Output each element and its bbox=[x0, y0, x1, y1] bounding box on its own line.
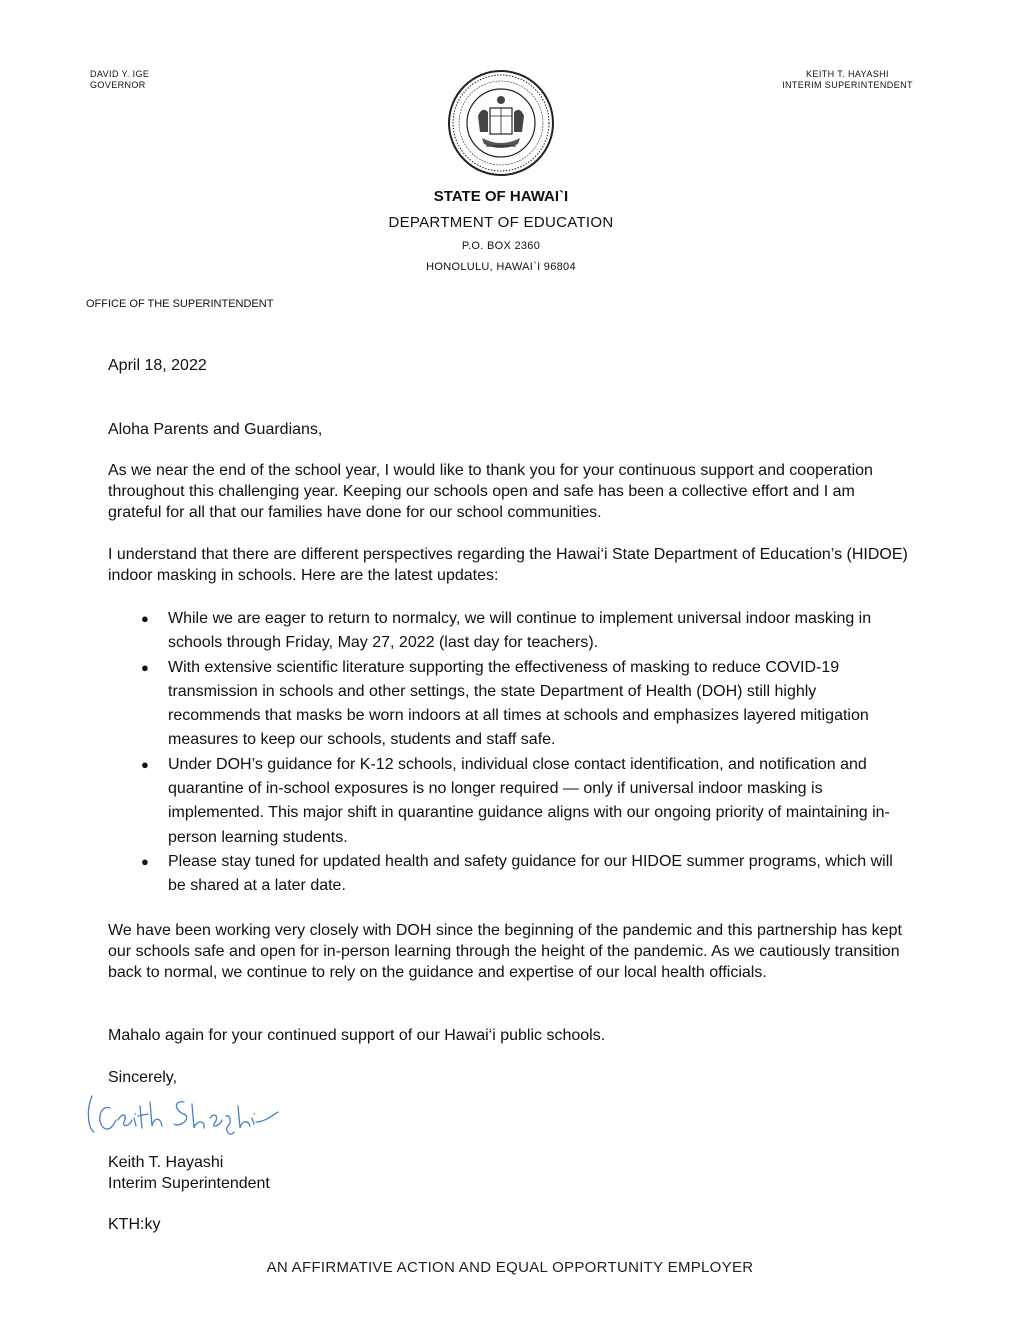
footer-statement: AN AFFIRMATIVE ACTION AND EQUAL OPPORTUNITY EMPLOYER bbox=[266, 1259, 754, 1276]
signer-block bbox=[108, 1152, 270, 1194]
list-item bbox=[108, 607, 908, 656]
bullet-icon: ● bbox=[141, 756, 149, 772]
list-item bbox=[108, 656, 908, 753]
governor-name: DAVID Y. IGE bbox=[90, 69, 150, 79]
bullet-icon: ● bbox=[141, 659, 149, 675]
signer-title: Interim Superintendent bbox=[108, 1175, 270, 1192]
updates-list bbox=[108, 607, 908, 899]
signature-icon bbox=[84, 1092, 284, 1142]
city-address: HONOLULU, HAWAI`I 96804 bbox=[426, 261, 576, 273]
paragraph-2: I understand that there are different perspectives regarding the Hawai‘i State Department of Education’s (HIDOE) indoor masking in schools. Here are the latest updates: bbox=[108, 546, 908, 584]
bullet-icon: ● bbox=[141, 853, 149, 869]
list-item bbox=[108, 850, 908, 899]
paragraph-4: Mahalo again for your continued support of our Hawai‘i public schools. bbox=[108, 1027, 606, 1044]
department-name: DEPARTMENT OF EDUCATION bbox=[388, 214, 614, 231]
paragraph-1: As we near the end of the school year, I would like to thank you for your continuous support and cooperation throughout this challenging year. Keeping our schools open and safe has been a collective effort and I am grateful for all that our families have done for our school communities. bbox=[108, 462, 873, 521]
superintendent-block bbox=[780, 69, 915, 91]
governor-block bbox=[90, 69, 149, 91]
letter-date: April 18, 2022 bbox=[108, 357, 207, 374]
list-item-text: While we are eager to return to normalcy, we will continue to implement universal indoor masking in schools through Friday, May 27, 2022 (last day for teachers). bbox=[168, 610, 872, 652]
office-label: OFFICE OF THE SUPERINTENDENT bbox=[86, 298, 274, 310]
list-item-text: Please stay tuned for updated health and safety guidance for our HIDOE summer programs, which will be shared at a later date. bbox=[168, 852, 893, 895]
governor-title: GOVERNOR bbox=[90, 80, 146, 90]
po-box: P.O. BOX 2360 bbox=[461, 240, 541, 252]
paragraph-3: We have been working very closely with DOH since the beginning of the pandemic and this partnership has kept our schools safe and open for in-person learning through the height of the pandemic. As we cautiously transition back to normal, we continue to rely on the guidance and expertise of our local health officials. bbox=[108, 922, 902, 981]
closing: Sincerely, bbox=[108, 1069, 178, 1086]
state-name: STATE OF HAWAI`I bbox=[433, 188, 569, 205]
state-seal-icon bbox=[446, 68, 556, 178]
list-item bbox=[108, 753, 908, 850]
list-item-text: Under DOH’s guidance for K-12 schools, individual close contact identification, and notification and quarantine of in-school exposures is no longer required — only if universal indoor masking is implemented. This major shift in quarantine guidance aligns with our ongoing priority of maintaining in-person learning students. bbox=[168, 755, 890, 846]
superintendent-title: INTERIM SUPERINTENDENT bbox=[782, 80, 913, 90]
signer-name: Keith T. Hayashi bbox=[108, 1154, 224, 1171]
reference-initials: KTH:ky bbox=[108, 1216, 161, 1233]
superintendent-name: KEITH T. HAYASHI bbox=[806, 69, 889, 79]
letterhead bbox=[300, 188, 702, 282]
greeting: Aloha Parents and Guardians, bbox=[108, 421, 323, 438]
list-item-text: With extensive scientific literature supporting the effectiveness of masking to reduce COVID-19 transmission in schools and other settings, the state Department of Health (DOH) still highly recommends that masks be worn indoors at all times at schools and emphasizes layered mitigation measures to keep our schools, students and staff safe. bbox=[168, 658, 869, 749]
bullet-icon: ● bbox=[141, 611, 149, 626]
